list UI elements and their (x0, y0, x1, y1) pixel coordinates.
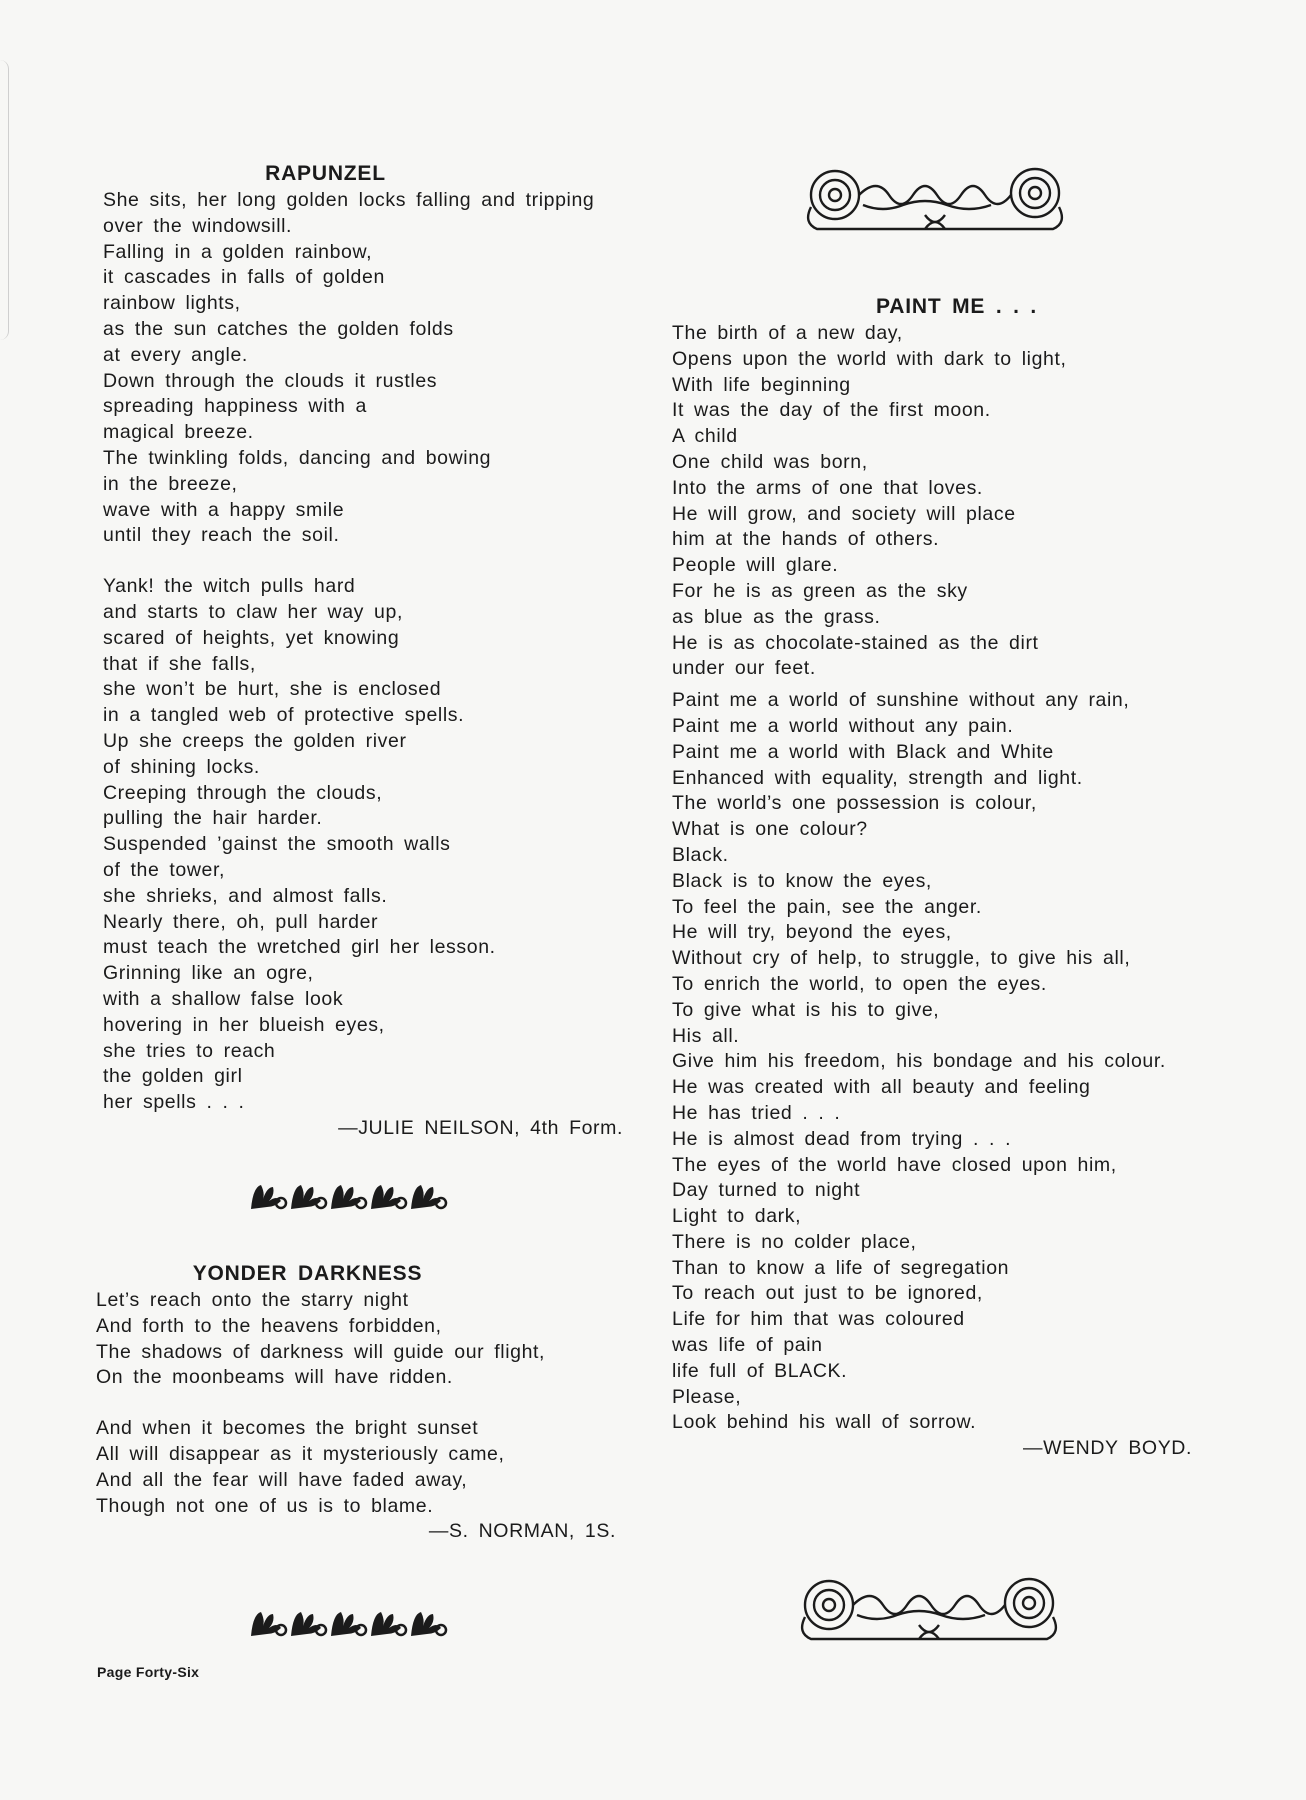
poem-line: magical breeze. (103, 421, 254, 444)
poem-line: To enrich the world, to open the eyes. (672, 972, 1047, 995)
floral-ornament-divider (245, 1610, 450, 1640)
poem-line: wave with a happy smile (103, 498, 345, 521)
poem-line: She sits, her long golden locks falling and tripping (103, 189, 595, 211)
poem-line: hovering in her blueish eyes, (103, 1013, 385, 1036)
rapunzel-stanza-2 (103, 574, 633, 1116)
paint-stanza-2 (672, 688, 1197, 1436)
poem-line: the golden girl (103, 1065, 243, 1088)
poem-line: was life of pain (672, 1334, 823, 1357)
poem-line: For he is as green as the sky (672, 579, 968, 602)
poem-line: Look behind his wall of sorrow. (672, 1411, 977, 1434)
poem-line: of the tower, (103, 858, 226, 881)
poem-line: Light to dark, (672, 1205, 802, 1228)
poem-line: Without cry of help, to struggle, to give his all, (672, 947, 1131, 970)
poem-line: He was created with all beauty and feeling (672, 1076, 1091, 1099)
poem-line: Day turned to night (672, 1179, 861, 1202)
rapunzel-author: —JULIE NEILSON, 4th Form. (338, 1116, 623, 1139)
poem-line: she shrieks, and almost falls. (103, 884, 388, 907)
poem-line: With life beginning (672, 373, 851, 396)
poem-line: Please, (672, 1385, 742, 1408)
poem-line: One child was born, (672, 450, 868, 473)
poem-line: There is no colder place, (672, 1230, 917, 1253)
poem-line: Yank! the witch pulls hard (103, 575, 356, 598)
poem-line: To feel the pain, see the anger. (672, 895, 982, 918)
poem-line: Paint me a world without any pain. (672, 714, 1014, 737)
yonder-stanza-2 (96, 1416, 626, 1519)
rapunzel-poem (103, 160, 633, 1142)
poem-line: as blue as the grass. (672, 605, 881, 628)
poem-line: she tries to reach (103, 1039, 276, 1062)
poem-line: The birth of a new day, (672, 322, 903, 344)
poem-line: And forth to the heavens forbidden, (96, 1314, 442, 1337)
poem-line: To reach out just to be ignored, (672, 1282, 983, 1305)
poem-line: Enhanced with equality, strength and light. (672, 766, 1083, 789)
poem-line: Suspended ’gainst the smooth walls (103, 833, 451, 856)
poem-line: All will disappear as it mysteriously came, (96, 1442, 505, 1465)
poem-line: He will grow, and society will place (672, 502, 1016, 525)
poem-line: scared of heights, yet knowing (103, 626, 400, 649)
poem-line: it cascades in falls of golden (103, 266, 385, 289)
yonder-author: —S. NORMAN, 1S. (428, 1520, 616, 1543)
poem-line: And when it becomes the bright sunset (96, 1417, 479, 1440)
paint-author: —WENDY BOYD. (1022, 1437, 1192, 1460)
poem-line: over the windowsill. (103, 214, 293, 237)
poem-line: The eyes of the world have closed upon him, (672, 1153, 1117, 1176)
paint-title: PAINT ME . . . (876, 295, 1037, 318)
poem-line: A child (672, 425, 738, 448)
paint-me-poem (672, 293, 1197, 1462)
poem-line: with a shallow false look (103, 987, 344, 1010)
page-number: Page Forty-Six (97, 1664, 200, 1680)
poem-line: in the breeze, (103, 472, 238, 495)
poem-line: her spells . . . (103, 1091, 245, 1114)
poem-line: Creeping through the clouds, (103, 781, 383, 804)
poem-line: rainbow lights, (103, 292, 241, 315)
poem-line: It was the day of the first moon. (672, 399, 991, 422)
poem-line: of shining locks. (103, 755, 260, 778)
scroll-ornament (803, 165, 1068, 245)
poem-line: she won’t be hurt, she is enclosed (103, 678, 442, 701)
poem-line: To give what is his to give, (672, 998, 940, 1021)
poem-line: in a tangled web of protective spells. (103, 704, 465, 727)
rapunzel-title: RAPUNZEL (265, 162, 386, 185)
poem-line: Nearly there, oh, pull harder (103, 910, 379, 933)
poem-line: that if she falls, (103, 652, 256, 675)
poem-line: spreading happiness with a (103, 395, 367, 418)
poem-line: Black is to know the eyes, (672, 869, 932, 892)
poem-line: Grinning like an ogre, (103, 962, 314, 985)
poem-line: He will try, beyond the eyes, (672, 921, 952, 944)
poem-line: Opens upon the world with dark to light, (672, 347, 1067, 370)
poem-line: Than to know a life of segregation (672, 1256, 1010, 1279)
poem-line: him at the hands of others. (672, 528, 940, 551)
poem-line: The world’s one possession is colour, (672, 792, 1037, 815)
poem-line: Life for him that was coloured (672, 1308, 965, 1331)
rapunzel-stanza-1 (103, 188, 633, 549)
poem-line: His all. (672, 1024, 740, 1047)
poem-line: Let’s reach onto the starry night (96, 1289, 409, 1311)
yonder-darkness-poem (96, 1260, 626, 1545)
scroll-ornament (797, 1575, 1062, 1655)
poem-line: He is as chocolate-stained as the dirt (672, 631, 1039, 654)
poem-line: Though not one of us is to blame. (96, 1494, 434, 1517)
page-edge (0, 60, 9, 340)
poem-line: Into the arms of one that loves. (672, 476, 983, 499)
poem-line: On the moonbeams will have ridden. (96, 1366, 453, 1389)
poem-line: He has tried . . . (672, 1101, 841, 1124)
poem-line: The twinkling folds, dancing and bowing (103, 446, 492, 469)
floral-ornament-divider (245, 1183, 450, 1213)
poem-line: What is one colour? (672, 818, 868, 841)
yonder-stanza-1 (96, 1288, 626, 1391)
poem-line: as the sun catches the golden folds (103, 317, 454, 340)
poem-line: Paint me a world of sunshine without any rain, (672, 689, 1130, 712)
poem-line: Down through the clouds it rustles (103, 369, 438, 392)
poem-line: at every angle. (103, 343, 248, 366)
poem-line: And all the fear will have faded away, (96, 1468, 468, 1491)
poem-line: pulling the hair harder. (103, 807, 323, 830)
poem-line: under our feet. (672, 657, 816, 680)
yonder-title: YONDER DARKNESS (192, 1262, 423, 1285)
poem-line: Give him his freedom, his bondage and his colour. (672, 1050, 1166, 1073)
poem-line: People will glare. (672, 554, 839, 577)
poem-line: Up she creeps the golden river (103, 729, 407, 752)
poem-line: Falling in a golden rainbow, (103, 240, 373, 263)
poem-line: until they reach the soil. (103, 524, 340, 547)
poem-line: Black. (672, 843, 729, 866)
poem-line: and starts to claw her way up, (103, 600, 403, 623)
poem-line: must teach the wretched girl her lesson. (103, 936, 496, 959)
poem-line: life full of BLACK. (672, 1359, 848, 1382)
poem-line: The shadows of darkness will guide our flight, (96, 1340, 546, 1363)
paint-stanza-1 (672, 321, 1197, 682)
poem-line: He is almost dead from trying . . . (672, 1127, 1012, 1150)
poem-line: Paint me a world with Black and White (672, 740, 1054, 763)
